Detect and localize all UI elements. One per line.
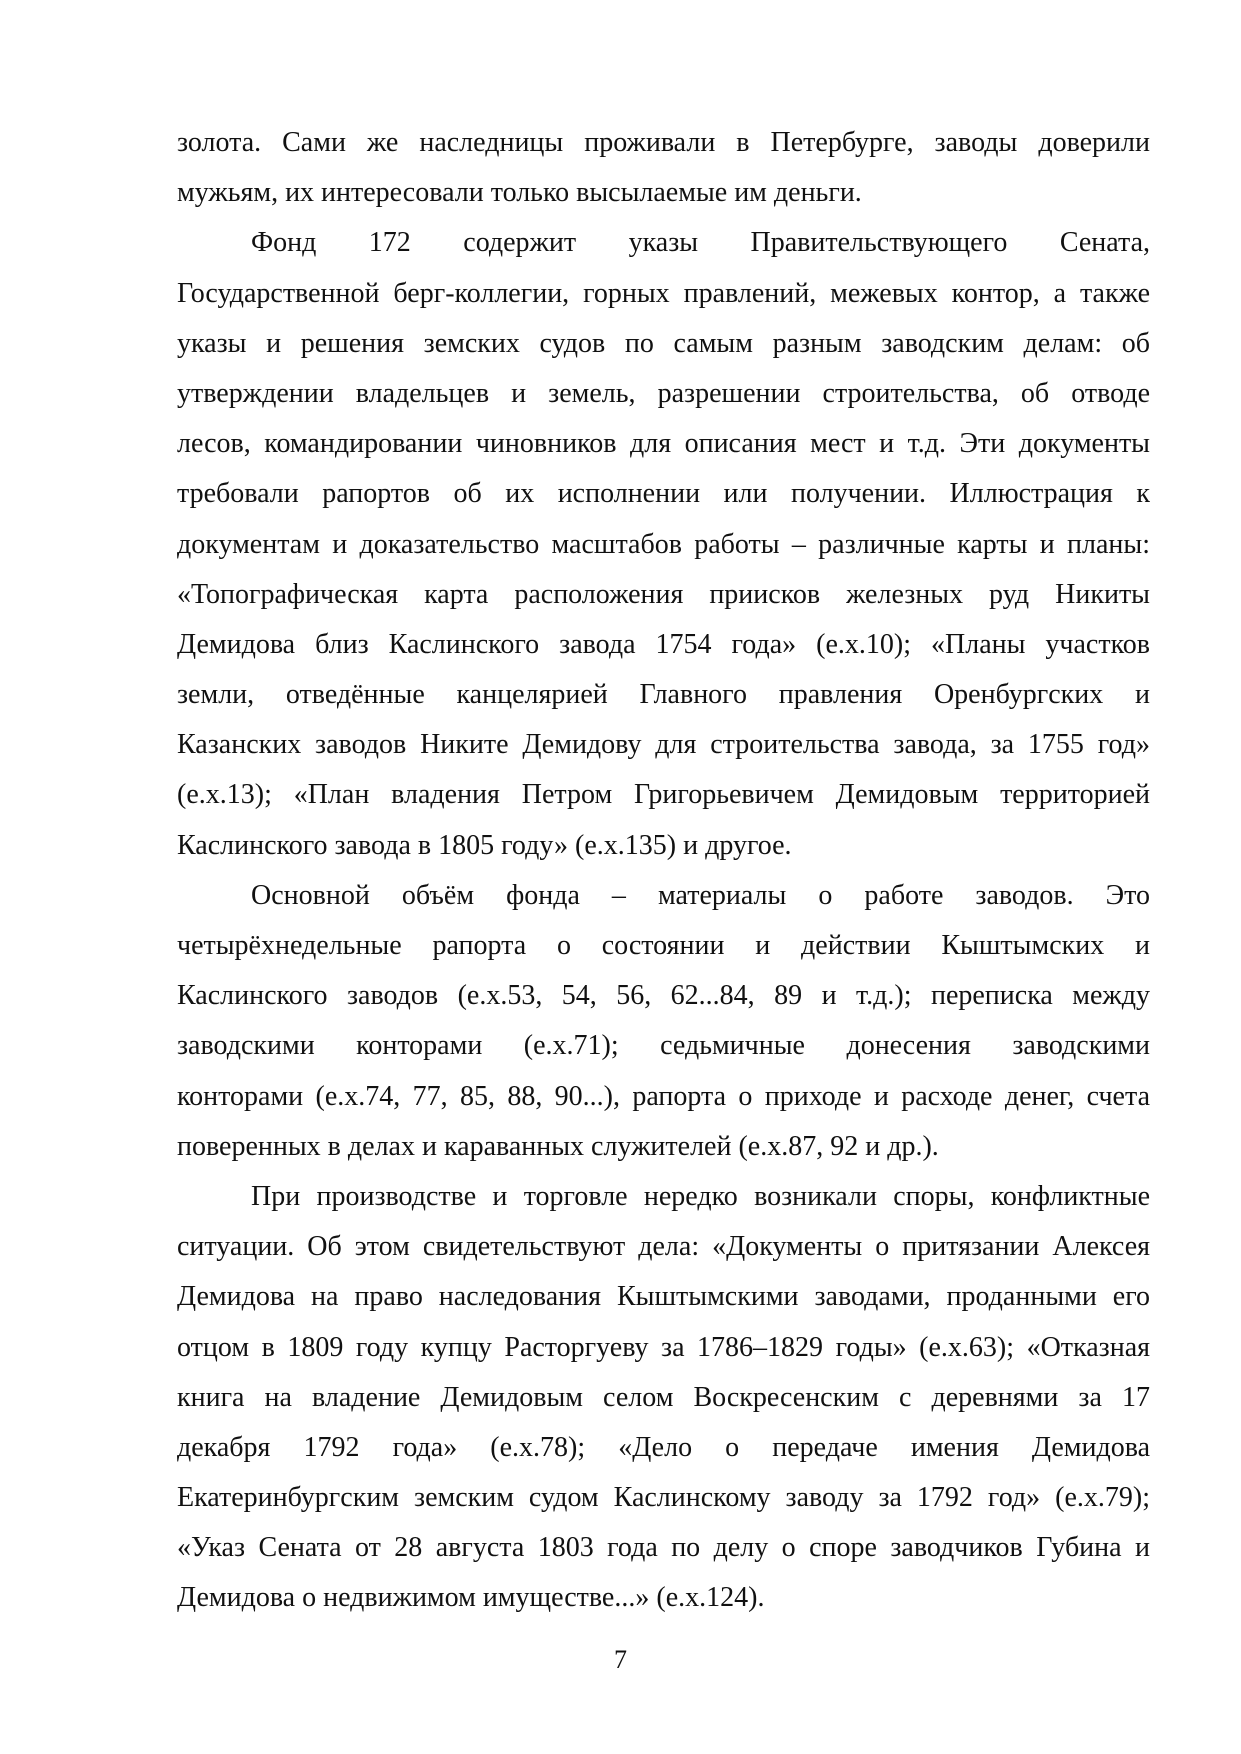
text-line: книга на владение Демидовым селом Воскресенским с деревнями за 17 (177, 1381, 1150, 1413)
text-line: документам и доказательство масштабов работы – различные карты и планы: (177, 528, 1150, 560)
text-line: золота. Сами же наследницы проживали в Петербурге, заводы доверили (177, 127, 1150, 158)
page-number: 7 (614, 1645, 627, 1674)
text-line: конторами (е.х.74, 77, 85, 88, 90...), рапорта о приходе и расходе денег, счета (177, 1080, 1150, 1112)
text-line: Каслинского завода в 1805 году» (е.х.135) и другое. (177, 829, 792, 861)
text-line: Фонд 172 содержит указы Правительствующего Сената, (251, 227, 1150, 259)
text-line: Казанских заводов Никите Демидову для строительства завода, за 1755 год» (177, 729, 1150, 761)
text-line: (е.х.13); «План владения Петром Григорьевичем Демидовым территорией (177, 779, 1150, 811)
document-body (177, 118, 1150, 1624)
text-line: земли, отведённые канцелярией Главного правления Оренбургских и (177, 679, 1150, 711)
text-line: лесов, командировании чиновников для описания мест и т.д. Эти документы (177, 428, 1150, 460)
text-line: Государственной берг-коллегии, горных правлений, межевых контор, а также (177, 277, 1150, 309)
text-line: указы и решения земских судов по самым разным заводским делам: об (177, 327, 1150, 359)
text-line: утверждении владельцев и земель, разрешении строительства, об отводе (177, 377, 1150, 409)
paragraph (177, 218, 1150, 870)
text-line: При производстве и торговле нередко возникали споры, конфликтные (251, 1180, 1150, 1212)
text-line: Каслинского заводов (е.х.53, 54, 56, 62...84, 89 и т.д.); переписка между (177, 980, 1150, 1012)
text-line: Демидова на право наследования Кыштымскими заводами, проданными его (177, 1281, 1150, 1313)
paragraph (177, 871, 1150, 1172)
text-line: заводскими конторами (е.х.71); седьмичные донесения заводскими (177, 1030, 1150, 1062)
text-line: Демидова близ Каслинского завода 1754 года» (е.х.10); «Планы участков (177, 628, 1150, 660)
text-line: «Указ Сената от 28 августа 1803 года по делу о споре заводчиков Губина и (177, 1532, 1150, 1564)
text-line: Основной объём фонда – материалы о работе заводов. Это (251, 879, 1150, 911)
text-line: декабря 1792 года» (е.х.78); «Дело о передаче имения Демидова (177, 1431, 1150, 1463)
text-line: отцом в 1809 году купцу Расторгуеву за 1786–1829 годы» (е.х.63); «Отказная (177, 1331, 1150, 1363)
paragraph (177, 1172, 1150, 1624)
text-line: Екатеринбургским земским судом Каслинскому заводу за 1792 год» (е.х.79); (177, 1482, 1150, 1514)
text-line: «Топографическая карта расположения приисков железных руд Никиты (177, 578, 1150, 610)
text-line: Демидова о недвижимом имуществе...» (е.х.124). (177, 1582, 765, 1614)
text-line: мужьям, их интересовали только высылаемые им деньги. (177, 177, 862, 209)
text-line: поверенных в делах и караванных служителей (е.х.87, 92 и др.). (177, 1130, 939, 1162)
text-line: четырёхнедельные рапорта о состоянии и действии Кыштымских и (177, 930, 1150, 961)
paragraph (177, 118, 1150, 218)
text-line: требовали рапортов об их исполнении или получении. Иллюстрация к (177, 478, 1150, 510)
text-line: ситуации. Об этом свидетельствуют дела: «Документы о притязании Алексея (177, 1231, 1150, 1263)
